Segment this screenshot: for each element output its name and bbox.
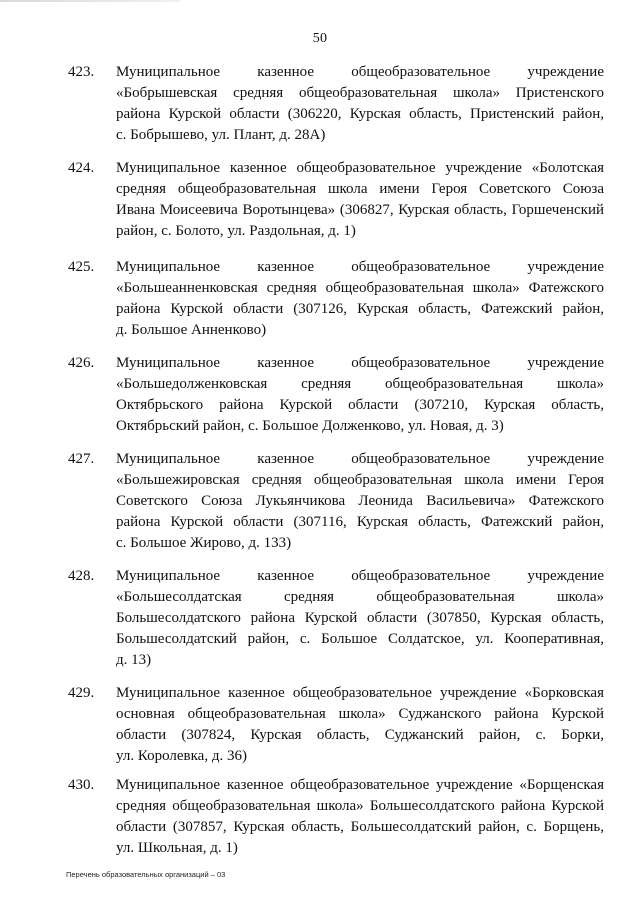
- entry-line: Муниципальное казенное общеобразовательное учреждение: [116, 451, 604, 467]
- entry-number: 430.: [68, 777, 95, 793]
- entry-line: д. Большое Анненково): [116, 322, 267, 338]
- entry-number: 426.: [68, 355, 95, 371]
- entry-number: 425.: [68, 259, 95, 275]
- entry-text: [116, 566, 604, 671]
- entry-line: д. 13): [116, 652, 152, 668]
- entry-line: Советского Союза Лукьянчикова Леонида Васильевича» Фатежского: [116, 493, 604, 509]
- entry-line: средняя общеобразовательная школа» Большесолдатского района Курской: [116, 798, 604, 814]
- entry-line: района Курской области (307126, Курская область, Фатежский район,: [116, 301, 604, 317]
- entry-number: 423.: [68, 64, 95, 80]
- entry-line: Муниципальное казенное общеобразовательное учреждение: [116, 568, 604, 584]
- entry-line: области (307857, Курская область, Большесолдатский район, с. Борщень,: [116, 819, 604, 835]
- entry-text: [116, 158, 604, 242]
- entry-number: 424.: [68, 160, 95, 176]
- entry-line: «Большесолдатская средняя общеобразовательная школа»: [116, 589, 604, 605]
- entry-line: района Курской области (306220, Курская область, Пристенский район,: [116, 106, 604, 122]
- entry-line: ул. Школьная, д. 1): [116, 840, 238, 856]
- entry-number: 428.: [68, 568, 95, 584]
- entry-line: Октябрьского района Курской области (307210, Курская область,: [116, 397, 604, 413]
- entry-line: «Бобрышевская средняя общеобразовательная школа» Пристенского: [116, 85, 604, 101]
- entry-line: Большесолдатский район, с. Большое Солдатское, ул. Кооперативная,: [116, 631, 604, 647]
- entry-text: [116, 62, 604, 146]
- entry-line: «Большежировская средняя общеобразовательная школа имени Героя: [116, 472, 604, 488]
- entry-line: «Большеанненковская средняя общеобразовательная школа» Фатежского: [116, 280, 604, 296]
- entry-line: Муниципальное казенное общеобразовательное учреждение: [116, 64, 604, 80]
- entry-line: район, с. Болото, ул. Раздольная, д. 1): [116, 223, 356, 239]
- entry-line: Октябрьский район, с. Большое Долженково, ул. Новая, д. 3): [116, 418, 504, 434]
- entry-line: Муниципальное казенное общеобразовательное учреждение «Болотская: [116, 160, 604, 176]
- entry-line: ул. Королевка, д. 36): [116, 748, 247, 764]
- entry-line: с. Большое Жирово, д. 133): [116, 535, 292, 551]
- entry-text: [116, 257, 604, 341]
- document-footer: Перечень образовательных организаций – 03: [66, 870, 226, 879]
- entry-line: «Большедолженковская средняя общеобразовательная школа»: [116, 376, 604, 392]
- entry-line: Муниципальное казенное общеобразовательное учреждение «Борковская: [116, 685, 604, 701]
- entry-text: [116, 775, 604, 859]
- entry-number: 427.: [68, 451, 95, 467]
- entry-line: с. Бобрышево, ул. Плант, д. 28А): [116, 127, 326, 143]
- entry-line: Ивана Моисеевича Воротынцева» (306827, Курская область, Горшеченский: [116, 202, 604, 218]
- entry-line: Муниципальное казенное общеобразовательное учреждение: [116, 259, 604, 275]
- scan-edge-rule: [0, 0, 180, 2]
- entry-line: области (307824, Курская область, Суджанский район, с. Борки,: [116, 727, 604, 743]
- entry-line: основная общеобразовательная школа» Суджанского района Курской: [116, 706, 604, 722]
- entry-text: [116, 449, 604, 554]
- entry-text: [116, 683, 604, 767]
- entry-number: 429.: [68, 685, 95, 701]
- page-number: 50: [312, 31, 328, 46]
- entry-text: [116, 353, 604, 437]
- entry-line: средняя общеобразовательная школа имени Героя Советского Союза: [116, 181, 604, 197]
- entry-line: Муниципальное казенное общеобразовательное учреждение: [116, 355, 604, 371]
- entry-line: Муниципальное казенное общеобразовательное учреждение «Борщенская: [116, 777, 604, 793]
- entry-line: района Курской области (307116, Курская область, Фатежский район,: [116, 514, 604, 530]
- entry-line: Большесолдатского района Курской области (307850, Курская область,: [116, 610, 604, 626]
